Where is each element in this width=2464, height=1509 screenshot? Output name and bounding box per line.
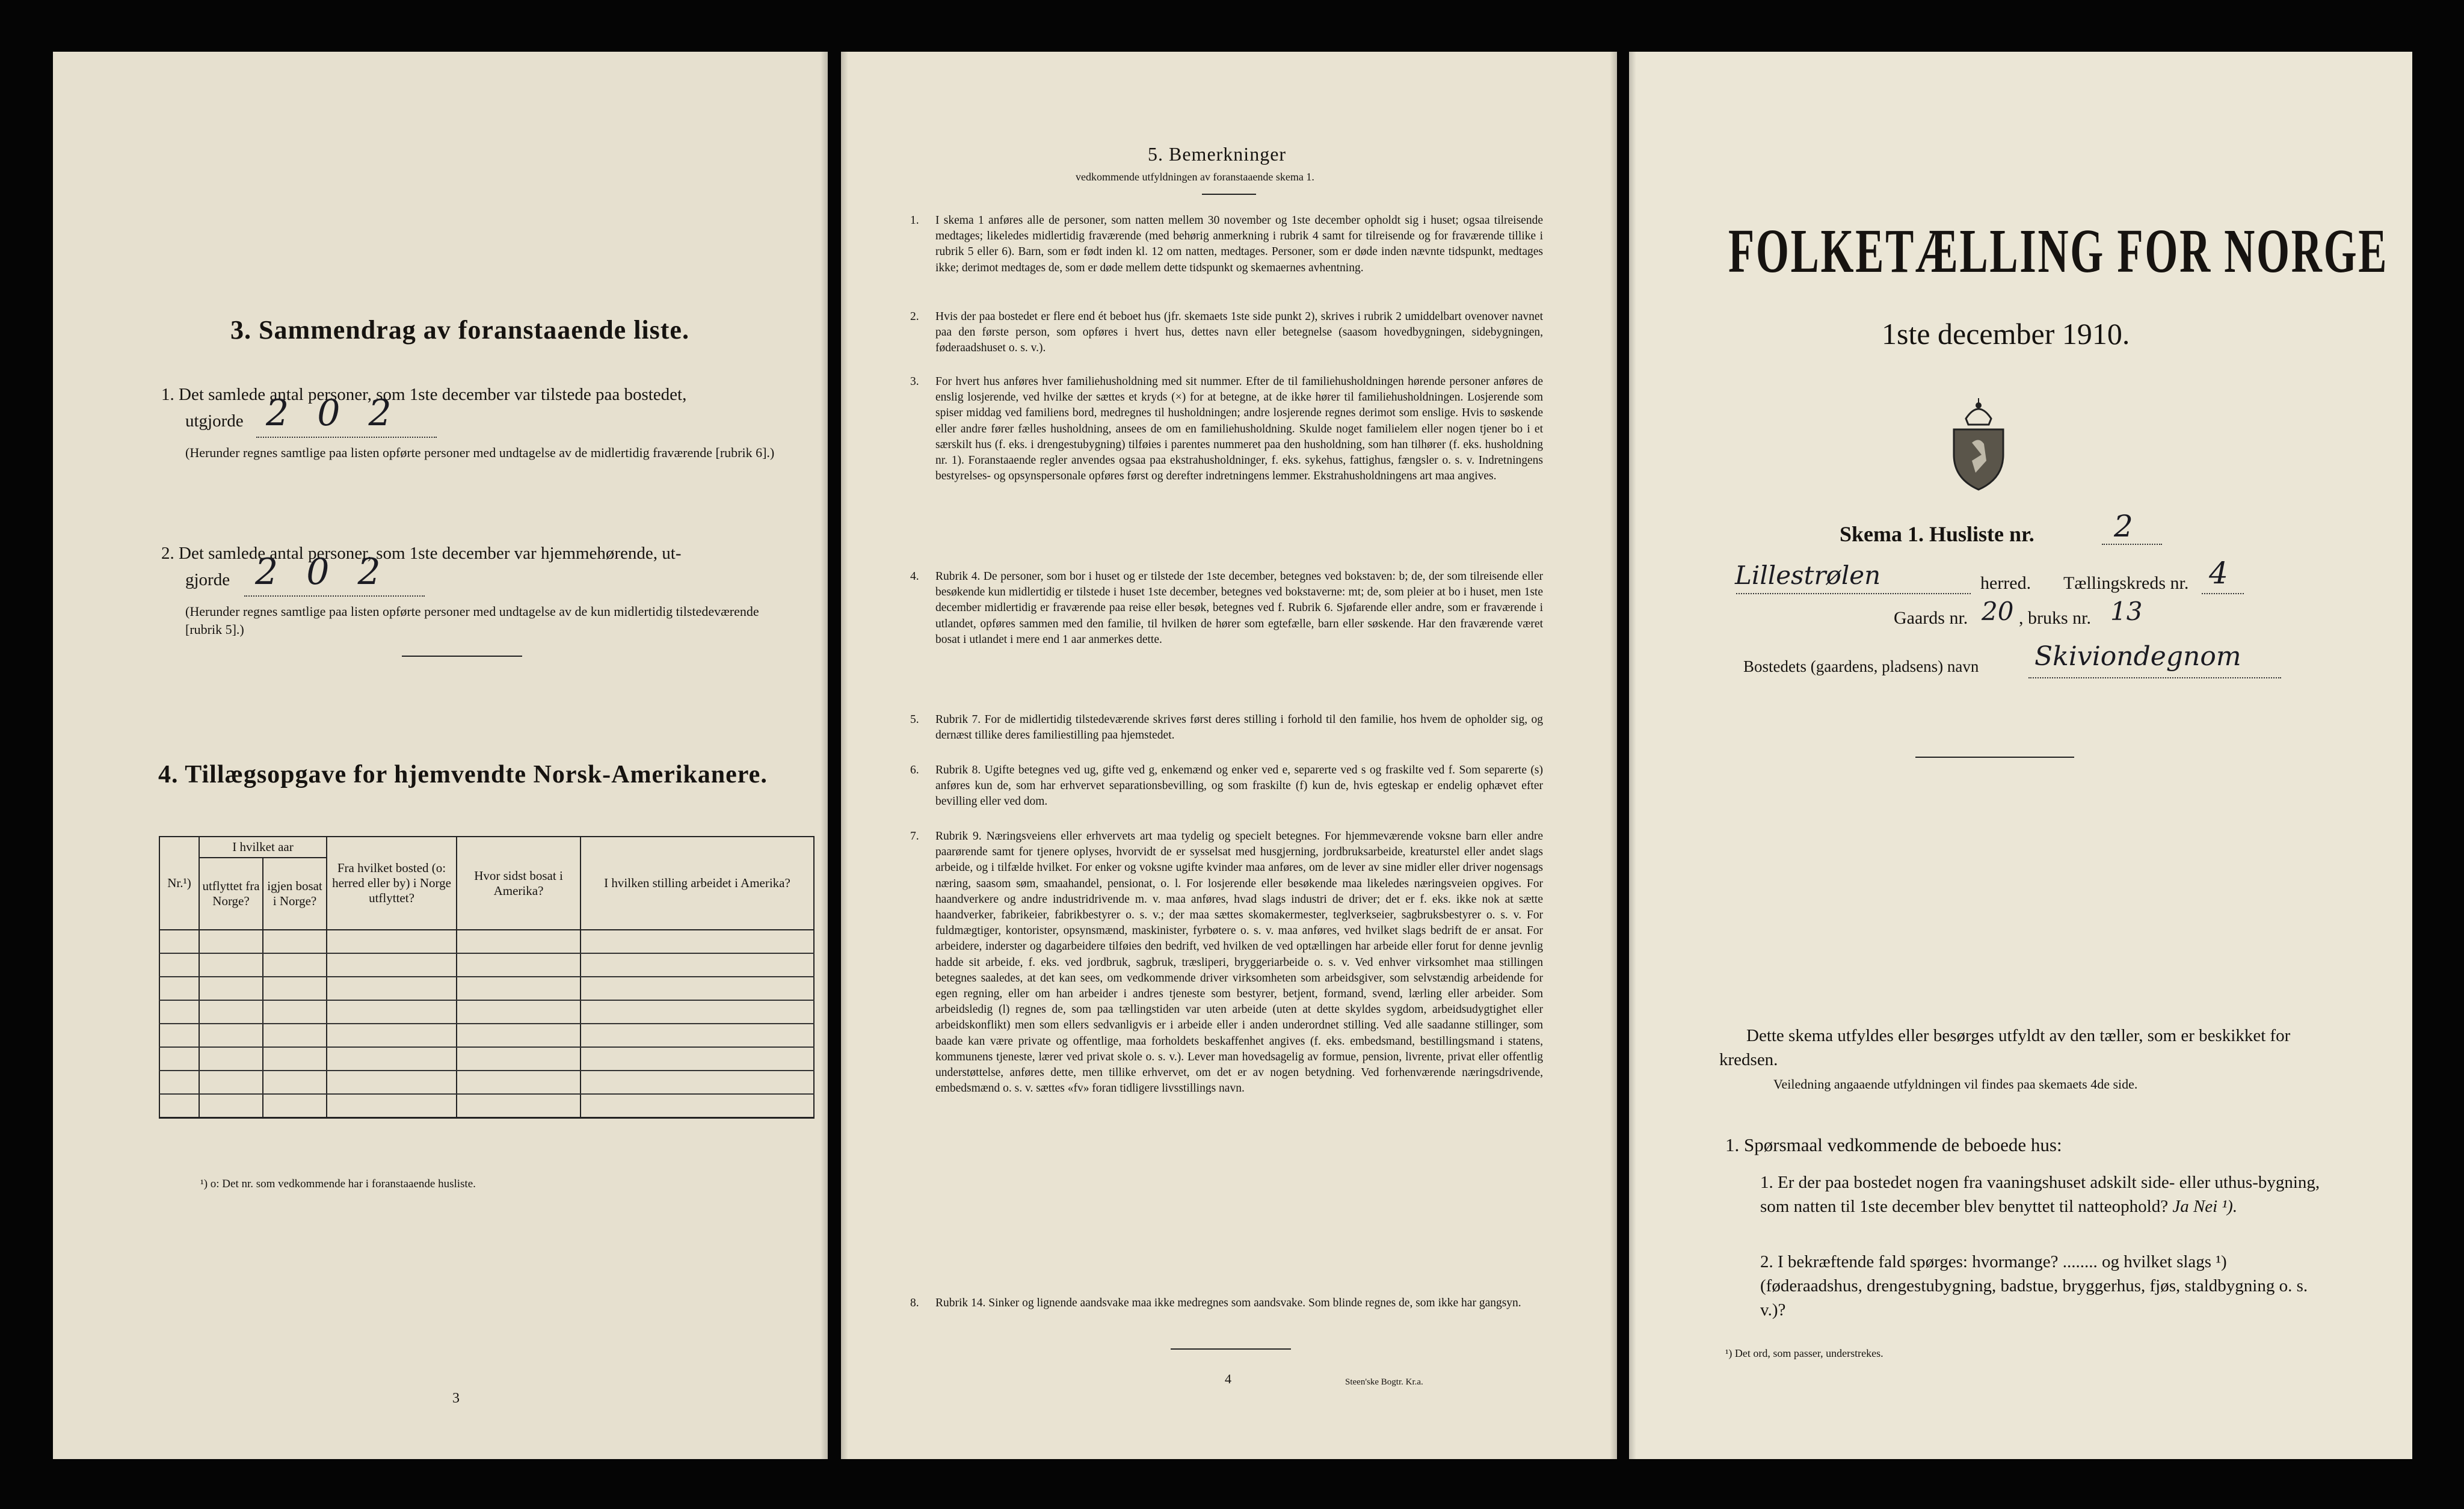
bosted-label: Bostedets (gaardens, pladsens) navn	[1743, 657, 1979, 675]
gaards-label: Gaards nr.	[1894, 608, 1968, 628]
bosted-name: Skiviondegnom	[2034, 641, 2241, 672]
item-number: 3.	[910, 375, 919, 388]
summary-item-2-note: (Herunder regnes samtlige paa listen opførte personer med undtagelse av de kun midlertidig tilstedeværende [rubrik 5].)	[185, 604, 759, 637]
herred-name: Lillestrølen	[1735, 561, 1881, 590]
intro-text: Dette skema utfyldes eller besørges utfyldt av den tæller, som er beskikket for kredsen.	[1719, 1026, 2291, 1069]
col-igjen: igjen bosat i Norge?	[263, 858, 327, 930]
remark-2: Hvis der paa bostedet er flere end ét beboet hus (jfr. skemaets 1ste side punkt 2), skrives i rubrik 2 umiddelbart ovenover navnet paa den første person, som opføres i hvert hus, dettes navn eller betegnelse (saasom hovedbygningen, sidebygningen, føderaadshuset o. s. v.).	[935, 310, 1543, 355]
table-row	[159, 953, 814, 977]
footnote: ¹) o: Det nr. som vedkommende har i foranstaaende husliste.	[200, 1178, 476, 1190]
divider	[402, 656, 522, 657]
fill-line	[244, 595, 425, 597]
summary-item-2-value: 2 0 2	[255, 551, 389, 593]
remark-3: For hvert hus anføres hver familiehusholdning med sit nummer. Efter de til familiehusholdningen hørende personer anføres de enslig losjerende, ved hvilke der sættes et kryds (×) for at betegne, at de ikke hører til familiehusholdningen. Losjerende som spiser middag ved familiens bord, medregnes til husholdningen; andre losjerende regnes derimot som enslige. Hvis to søskende eller andre fører fælles husholdning, ansees de om en familiehusholdning. Skulde noget familielem eller nogen tjener bo i et særskilt hus (f. eks. i drengestubygning) tilføies i parentes nummeret paa den husholdning, som han tilhører (f. eks. husholdning nr. 1). Foranstaaende regler anvendes ogsaa paa ekstrahusholdninger, f. eks. sykehus, fattighus, fængsler o. s. v. Indretningens bestyrelses- og opsynspersonale opføres først og derefter indretningens lemmer. Ekstrahusholdningens art maa angives.	[935, 375, 1543, 483]
remarks-title: 5. Bemerkninger	[1148, 143, 1287, 165]
remark-7: Rubrik 9. Næringsveiens eller erhvervets art maa tydelig og specielt betegnes. For hjemmeværende voksne barn eller andre paarørende samt for tjenere oplyses, hvorvidt de er sysselsat med husgjerning, jordbruksarbeide, kreaturstel eller andet slags arbeide, og i tilfælde hvilket. For enker og voksne ugifte kvinder maa anføres, om de lever av sine midler eller driver nogensags næring, saasom søm, smaahandel, pensionat, o. l. For losjerende eller besøkende maa likeledes næringsveien opgives. For haandverkere og andre industridrivende m. v. maa anføres, hvad slags industri de driver; det er f. eks. ikke nok at sætte haandverker, fabrikeier, fabrikbestyrer o. s. v.; der maa sættes skomakermester, teglverkseier, sagbruksbestyrer o. s. v. For fuldmægtiger, kontorister, opsynsmænd, maskinister, fyrbøtere o. s. v. maa anføres, ved hvilket slags bedrift de er ansat. For arbeidere, inderster og dagarbeidere tilføies den bedrift, ved hvilken de ved optællingen har arbeide eller forut for denne jevnlig hadde sit arbeide, f. eks. ved jordbruk, sagbruk, træsliperi, bryggeriarbeide o. s. v. Ved enhver virksomhet maa stillingen betegnes saaledes, at det kan sees, om vedkommende driver virksomheten som arbeidsgiver, som selvstændig arbeidende for egen regning, eller om han arbeider i andres tjeneste som bestyrer, betjent, formand, svend, lærling eller arbeider. Som arbeidsledig (l) regnes de, som paa tællingstiden var uten arbeide (uten at dette skyldes sygdom, arbeidsudygtighet eller arbeidskonflikt) men som ellers sedvanligvis er i arbeide eller i anden underordnet stilling. Ved alle saadanne stillinger, som baade kan være private og offentlige, maa forholdets beskaffenhet angives (f. eks. embedsmand, bestillingsmand i statens, kommunens tjeneste, lærer ved privat skole o. s. v.). Lever man hovedsagelig av formue, pension, livrente, privat eller offentlig understøttelse, anføres dette, men tillike erhvervet, om det er av nogen betydning. Ved forhenværende næringsdrivende, embedsmænd o. s. v. sættes «fv» foran tidligere livsstillings navn.	[935, 830, 1543, 1095]
fill-line	[256, 437, 437, 438]
summary-item-1-label: utgjorde	[185, 411, 244, 431]
left-page	[53, 52, 828, 1459]
divider	[1202, 194, 1256, 195]
table-row	[159, 930, 814, 953]
middle-page	[841, 52, 1617, 1459]
divider-ornament	[1915, 757, 2074, 758]
right-page	[1629, 52, 2412, 1459]
summary-item-2-label: gjorde	[185, 570, 230, 589]
remark-1: I skema 1 anføres alle de personer, som natten mellem 30 november og 1ste december opholdt sig i huset; ogsaa tilreisende medtages; likeledes midlertidig fraværende (med behørig anmerkning i rubrik 4 samt for tilreisende og for fraværende tillike i rubrik 5 eller 6). Barn, som er født inden kl. 12 om natten, medtages. Personer, som er døde inden nævnte tidspunkt, medtages ikke; derimot medtages de, som er døde mellem dette tidspunkt og skemaernes avhentning.	[935, 214, 1543, 274]
section-3-title: 3. Sammendrag av foranstaaende liste.	[230, 315, 689, 345]
fill-line	[2202, 593, 2244, 594]
fill-line	[2028, 677, 2281, 678]
page-number: 4	[1225, 1371, 1231, 1386]
summary-item-1: 1. Det samlede antal personer, som 1ste december var tilstede paa bostedet,	[161, 385, 687, 404]
col-hvor: Hvor sidst bosat i Amerika?	[457, 837, 581, 930]
bruks-label: , bruks nr.	[2019, 608, 2091, 628]
intro-guidance: Veiledning angaaende utfyldningen vil findes paa skemaets 4de side.	[1773, 1077, 2138, 1092]
table-row	[159, 1000, 814, 1024]
footnote: ¹) Det ord, som passer, understrekes.	[1725, 1347, 1883, 1359]
page-number: 3	[452, 1391, 460, 1406]
herred-label: herred.	[1980, 573, 2031, 593]
coat-of-arms-icon	[1948, 395, 2009, 491]
divider	[1171, 1348, 1291, 1350]
question-1-2: 2. I bekræftende fald spørges: hvormange? ........ og hvilket slags ¹) (føderaadshus, drengestubygning, badstue, bryggerhus, fjøs, staldbygning o. s. v.)?	[1760, 1252, 2308, 1320]
remark-5: Rubrik 7. For de midlertidig tilstedeværende skrives først deres stilling i forhold til den familie, hos hvem de opholder sig, og dernæst tillike deres familiestilling paa hjemstedet.	[935, 713, 1543, 742]
table-row	[159, 977, 814, 1000]
item-number: 5.	[910, 713, 919, 726]
col-utflyttet: utflyttet fra Norge?	[199, 858, 263, 930]
remark-4: Rubrik 4. De personer, som bor i huset og er tilstede der 1ste december, betegnes ved bokstaven: b; de, der som tilreisende eller besøkende kun midlertidig er tilstede i huset 1ste december, betegnes ved bokstaverne: mt; de, som pleier at bo i huset, men 1ste december midlertidig er fraværende paa reise eller besøk, betegnes ved f. Rubrik 6. Sjøfarende eller andre, som er fraværende i utlandet, opføres sammen med den familie, til hvilken de hører som egtefælle, barn eller søskende. Har den fraværende været bosat i utlandet i mere end 1 aar anmerkes dette.	[935, 570, 1543, 646]
krets-nr: 4	[2209, 556, 2228, 591]
item-number: 6.	[910, 764, 919, 776]
question-1-1: 1. Er der paa bostedet nogen fra vaaningshuset adskilt side- eller uthus-bygning, som natten til 1ste december blev benyttet til natteophold? Ja Nei ¹).	[1760, 1173, 2320, 1216]
bruks-nr: 13	[2110, 597, 2143, 626]
section-4-title: 4. Tillægsopgave for hjemvendte Norsk-Amerikanere.	[158, 761, 768, 788]
summary-item-1-note: (Herunder regnes samtlige paa listen opførte personer med undtagelse av de midlertidig fraværende [rubrik 6].)	[185, 445, 775, 460]
col-stilling: I hvilken stilling arbeidet i Amerika?	[581, 837, 814, 930]
remark-8: Rubrik 14. Sinker og lignende aandsvake maa ikke medregnes som aandsvake. Som blinde regnes de, som ikke har gangsyn.	[935, 1297, 1521, 1309]
husliste-nr: 2	[2114, 509, 2133, 544]
question-1-title: 1. Spørsmaal vedkommende de beboede hus:	[1725, 1134, 2062, 1155]
table-row	[159, 1024, 814, 1047]
fill-line	[2102, 544, 2162, 545]
krets-label: Tællingskreds nr.	[2063, 573, 2189, 593]
item-number: 7.	[910, 830, 919, 843]
table-row	[159, 1047, 814, 1071]
gaards-nr: 20	[1982, 597, 2014, 626]
remark-6: Rubrik 8. Ugifte betegnes ved ug, gifte ved g, enkemænd og enker ved e, separerte ved s og fraskilte ved f. Som separerte (s) anføres kun de, som har erhvervet separationsbevilling, og som fraskilte (f) kun de, hvis egteskap er endelig ophævet efter bevilling eller ved dom.	[935, 764, 1543, 808]
col-nr: Nr.¹)	[159, 837, 199, 930]
item-number: 8.	[910, 1297, 919, 1309]
printer-mark: Steen'ske Bogtr. Kr.a.	[1345, 1377, 1423, 1387]
form-title: FOLKETÆLLING FOR NORGE	[1728, 217, 2389, 286]
skema-label: Skema 1. Husliste nr.	[1840, 522, 2034, 546]
item-number: 4.	[910, 570, 919, 583]
summary-item-2: 2. Det samlede antal personer, som 1ste december var hjemmehørende, ut-	[161, 544, 682, 563]
table-row	[159, 1071, 814, 1094]
item-number: 1.	[910, 214, 919, 227]
summary-item-1-value: 2 0 2	[266, 392, 400, 434]
census-date: 1ste december 1910.	[1882, 317, 2130, 351]
norsk-amerikanere-table	[159, 836, 815, 1119]
item-number: 2.	[910, 310, 919, 323]
fill-line	[1736, 593, 1971, 594]
col-group-year: I hvilket aar	[199, 837, 327, 858]
col-fra: Fra hvilket bosted (o: herred eller by) i Norge utflyttet?	[327, 837, 457, 930]
remarks-subtitle: vedkommende utfyldningen av foranstaaende skema 1.	[1076, 171, 1314, 183]
question-1-1-answer: Ja Nei ¹).	[2172, 1197, 2238, 1216]
table-row	[159, 1094, 814, 1118]
